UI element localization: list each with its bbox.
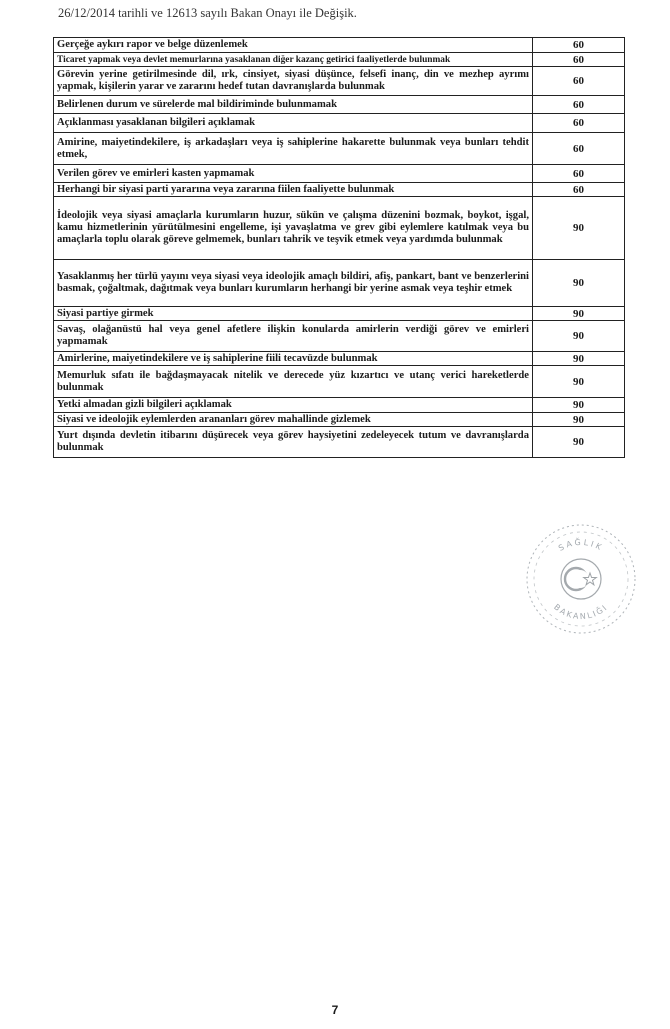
table-row bbox=[54, 427, 625, 458]
stamp-top-text: SAĞLIK bbox=[556, 537, 606, 553]
table-row bbox=[54, 133, 625, 165]
penalty-points: 60 bbox=[533, 53, 625, 67]
offense-description: Memurluk sıfatı ile bağdaşmayacak nitelik ve derecede yüz kızartıcı ve utanç verici hareketlerde bulunmak bbox=[54, 366, 533, 398]
penalty-points: 60 bbox=[533, 96, 625, 114]
penalty-points: 90 bbox=[533, 197, 625, 260]
table-row bbox=[54, 413, 625, 427]
table-row bbox=[54, 165, 625, 183]
offense-description: İdeolojik veya siyasi amaçlarla kurumların huzur, sükün ve çalışma düzenini bozmak, boykot, işgal, kamu hizmetlerinin yürütülmesini engelleme, işi yavaşlatma ve grev gibi eylemlere katılmak veya bu amaçlarla toplu olarak göreve gelmemek, bunları tahrik ve teşvik etmek veya yardımda bulunmak bbox=[54, 197, 533, 260]
svg-text:SAĞLIK bbox=[557, 536, 605, 553]
offense-description: Siyasi partiye girmek bbox=[54, 307, 533, 321]
table-row bbox=[54, 114, 625, 133]
page-number: 7 bbox=[331, 1003, 339, 1017]
table-row bbox=[54, 307, 625, 321]
penalty-points: 90 bbox=[533, 366, 625, 398]
penalty-points: 90 bbox=[533, 398, 625, 413]
penalty-points: 60 bbox=[533, 133, 625, 165]
offense-description: Amirine, maiyetindekilere, iş arkadaşları veya iş sahiplerine hakarette bulunmak veya bunları tehdit etmek, bbox=[54, 133, 533, 165]
offense-description: Yetki almadan gizli bilgileri açıklamak bbox=[54, 398, 533, 413]
offense-description: Ticaret yapmak veya devlet memurlarına yasaklanan diğer kazanç getirici faaliyetlerde bulunmak bbox=[54, 53, 533, 67]
offense-description: Açıklanması yasaklanan bilgileri açıklamak bbox=[54, 114, 533, 133]
table-row bbox=[54, 366, 625, 398]
approval-note: 26/12/2014 tarihli ve 12613 sayılı Bakan Onayı ile Değişik. bbox=[58, 6, 357, 20]
penalty-points: 60 bbox=[533, 165, 625, 183]
penalty-points: 90 bbox=[533, 427, 625, 458]
stamp-bottom-text: BAKANLIĞI bbox=[552, 602, 610, 622]
penalty-points: 90 bbox=[533, 413, 625, 427]
offense-description: Verilen görev ve emirleri kasten yapmamak bbox=[54, 165, 533, 183]
table-row bbox=[54, 260, 625, 307]
penalty-points: 90 bbox=[533, 307, 625, 321]
penalty-points: 90 bbox=[533, 352, 625, 366]
table-row bbox=[54, 352, 625, 366]
offense-description: Herhangi bir siyasi parti yararına veya zararına fiilen faaliyette bulunmak bbox=[54, 183, 533, 197]
offense-description: Savaş, olağanüstü hal veya genel afetlere ilişkin konularda amirlerin verdiği görev ve emirleri yapmamak bbox=[54, 321, 533, 352]
penalty-points: 60 bbox=[533, 38, 625, 53]
table-row bbox=[54, 197, 625, 260]
table-row bbox=[54, 53, 625, 67]
offense-description: Gerçeğe aykırı rapor ve belge düzenlemek bbox=[54, 38, 533, 53]
offense-description: Yurt dışında devletin itibarını düşürecek veya görev haysiyetini zedeleyecek tutum ve davranışlarda bulunmak bbox=[54, 427, 533, 458]
offense-description: Siyasi ve ideolojik eylemlerden arananları görev mahallinde gizlemek bbox=[54, 413, 533, 427]
penalty-points: 90 bbox=[533, 260, 625, 307]
table-row bbox=[54, 38, 625, 53]
penalty-points: 60 bbox=[533, 114, 625, 133]
penalty-points: 60 bbox=[533, 67, 625, 96]
offense-description: Yasaklanmış her türlü yayını veya siyasi veya ideolojik amaçlı bildiri, afiş, pankart, bant ve benzerlerini basmak, çoğaltmak, dağıtmak veya bunları kurumların herhangi bir yerine asmak veya teşhir etmek bbox=[54, 260, 533, 307]
offense-description: Amirlerine, maiyetindekilere ve iş sahiplerine fiili tecavüzde bulunmak bbox=[54, 352, 533, 366]
table-row bbox=[54, 96, 625, 114]
table-row bbox=[54, 398, 625, 413]
offense-description: Belirlenen durum ve sürelerde mal bildiriminde bulunmamak bbox=[54, 96, 533, 114]
table-row bbox=[54, 321, 625, 352]
offense-description: Görevin yerine getirilmesinde dil, ırk, cinsiyet, siyasi düşünce, felsefi inanç, din ve mezhep ayrımı yapmak, kişilerin yarar ve zararını hedef tutan davranışlarda bulunmak bbox=[54, 67, 533, 96]
penalty-points: 90 bbox=[533, 321, 625, 352]
ministry-seal-stamp bbox=[522, 520, 640, 638]
table-row bbox=[54, 183, 625, 197]
svg-text:BAKANLIĞI bbox=[552, 602, 610, 621]
table-row bbox=[54, 67, 625, 96]
penalty-points: 60 bbox=[533, 183, 625, 197]
penalty-table bbox=[53, 37, 625, 458]
